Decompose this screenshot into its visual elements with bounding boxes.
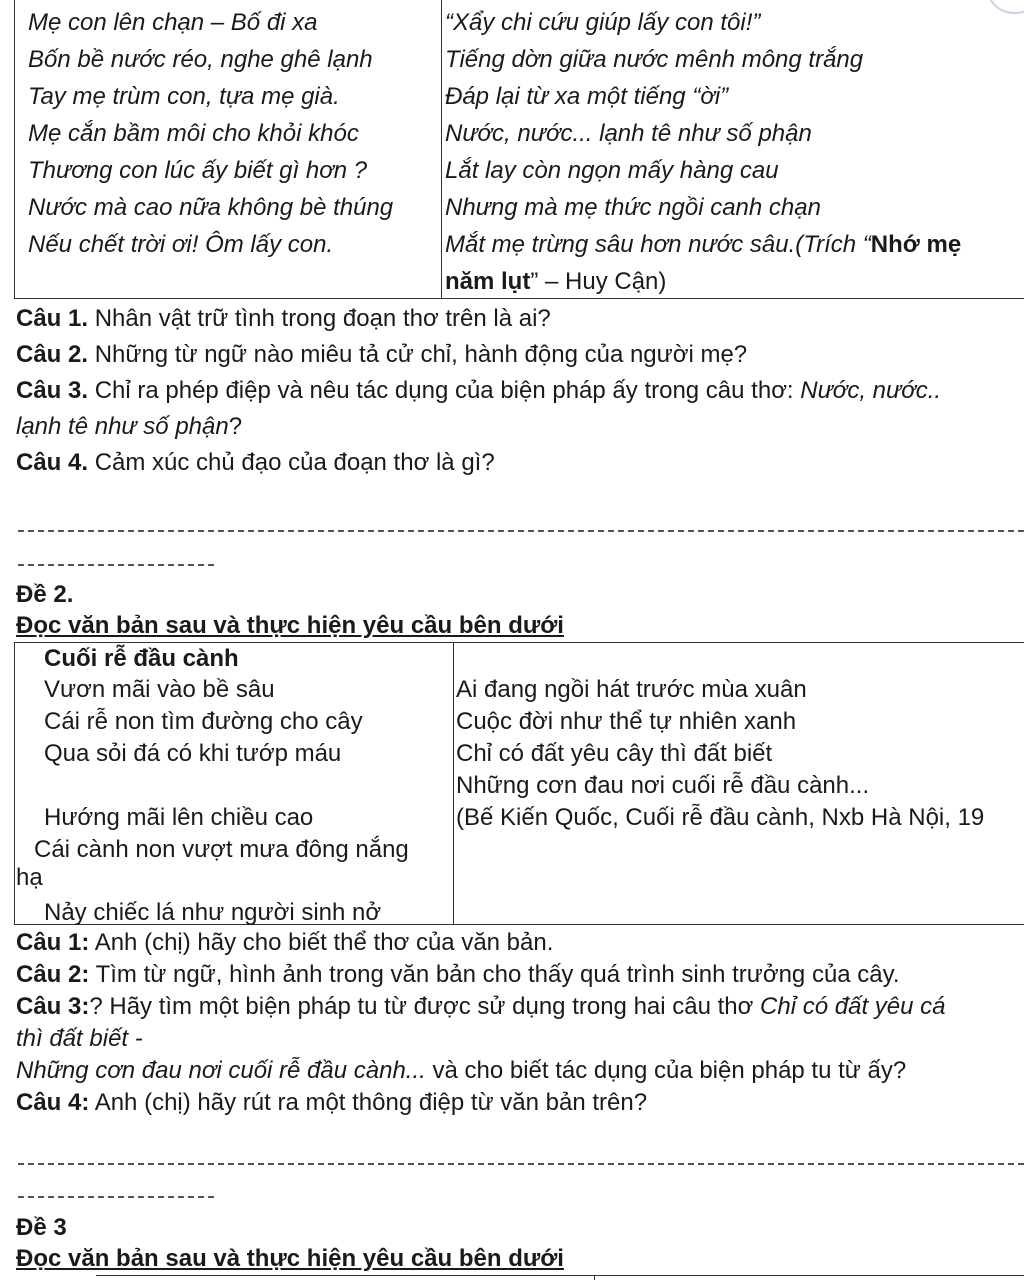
poem1-right-line: Lắt lay còn ngọn mấy hàng cau — [445, 157, 779, 184]
question-4 — [16, 446, 1024, 482]
poem2-left-line: Qua sỏi đá có khi tướp máu — [44, 740, 342, 767]
question-label: Câu 3: — [16, 993, 90, 1020]
poem1-right-line: “Xẩy chi cứu giúp lấy con tôi!” — [445, 9, 761, 36]
poem1-left-line: Tay mẹ trùm con, tựa mẹ già. — [28, 83, 340, 110]
question-label: Câu 2: — [16, 961, 90, 988]
poem2-right-line: Ai đang ngồi hát trước mùa xuân — [456, 676, 807, 703]
corner-decoration — [988, 0, 1024, 14]
poem2-right-line: Chỉ có đất yêu cây thì đất biết — [456, 740, 773, 767]
poem2-right-line: Những cơn đau nơi cuối rễ đầu cành... — [456, 772, 870, 799]
poem1-left-column — [28, 6, 393, 265]
poem2-right-line: Cuộc đời như thể tự nhiên xanh — [456, 708, 797, 735]
question-text: Anh (chị) hãy cho biết thể thơ của văn bản. — [89, 929, 554, 956]
poem2-left-line: hạ — [16, 864, 43, 891]
question-quote: Nước, nước.. — [800, 377, 942, 404]
poem2-source: (Bế Kiến Quốc, Cuối rễ đầu cành, Nxb Hà Nội, 19 — [456, 804, 985, 831]
question-label: Câu 1. — [16, 305, 89, 332]
poem1-right-line: Đáp lại từ xa một tiếng “ời” — [445, 83, 729, 110]
poem1-right-line: Nhưng mà mẹ thức ngồi canh chạn — [445, 194, 821, 221]
poem1-right-line: Nước, nước... lạnh tê như số phận — [445, 120, 812, 147]
question-3 — [16, 990, 1024, 1022]
question-1 — [16, 926, 1024, 958]
poem2-left-line: Cái rễ non tìm đường cho cây — [44, 708, 363, 735]
question-text: Chỉ ra phép điệp và nêu tác dụng của biện pháp ấy trong câu thơ: — [88, 377, 801, 404]
poem1-left-line: Nếu chết trời ơi! Ôm lấy con. — [28, 231, 334, 258]
question-text: ? — [228, 413, 243, 440]
separator-long — [18, 1163, 1024, 1165]
question-label: Câu 4. — [16, 449, 89, 476]
question-quote: lạnh tê như số phận — [16, 413, 229, 440]
questions2 — [16, 926, 1024, 1118]
question-text: ? Hãy tìm một biện pháp tu từ được sử dụng trong hai câu thơ — [89, 993, 761, 1020]
poem1-left-line: Nước mà cao nữa không bè thúng — [28, 194, 394, 221]
table1-border-middle — [441, 0, 442, 299]
question-3-cont: thì đất biết - — [16, 1025, 143, 1052]
poem2-left-line: Nảy chiếc lá như người sinh nở — [44, 899, 382, 926]
question-3 — [16, 374, 1024, 410]
question-text: Nhân vật trữ tình trong đoạn thơ trên là ai? — [88, 305, 551, 332]
separator-long — [18, 530, 1024, 532]
question-quote: Những cơn đau nơi cuối rễ đầu cành... — [16, 1057, 426, 1084]
poem-title-part: Nhớ mẹ — [870, 231, 962, 258]
table1-border-left — [14, 0, 15, 299]
poem1-right-column — [445, 6, 961, 302]
separator-short — [18, 1196, 214, 1198]
section2-title: Đề 2. — [16, 581, 74, 608]
poem1-last-line — [445, 228, 961, 265]
question-2 — [16, 338, 1024, 374]
question-label: Câu 1: — [16, 929, 90, 956]
question-text: Những từ ngữ nào miêu tả cử chỉ, hành động của người mẹ? — [88, 341, 748, 368]
question-text: và cho biết tác dụng của biện pháp tu từ ấy? — [425, 1057, 907, 1084]
table3-border-middle — [594, 1275, 595, 1280]
poem2-left-line: Vươn mãi vào bề sâu — [44, 676, 275, 703]
poem2-left-line: Hướng mãi lên chiều cao — [44, 804, 314, 831]
question-text: Cảm xúc chủ đạo của đoạn thơ là gì? — [88, 449, 495, 476]
section3-title: Đề 3 — [16, 1214, 67, 1241]
table3-border-top — [96, 1275, 1024, 1276]
poem2-title: Cuối rễ đầu cành — [44, 645, 239, 672]
poem1-source — [445, 265, 961, 302]
question-3-cont — [16, 1054, 1024, 1086]
section2-instruction: Đọc văn bản sau và thực hiện yêu cầu bên dưới — [16, 612, 564, 639]
table2-border-middle — [453, 642, 454, 925]
poem-source-author: ” – Huy Cận) — [530, 268, 667, 295]
question-2 — [16, 958, 1024, 990]
table2-border-left — [14, 642, 15, 925]
question-1 — [16, 302, 1024, 338]
poem2-left-line: Cái cành non vượt mưa đông nắng — [34, 836, 409, 863]
question-4 — [16, 1086, 1024, 1118]
poem1-left-line: Thương con lúc ấy biết gì hơn ? — [28, 157, 368, 184]
question-quote: Chỉ có đất yêu cá — [760, 993, 946, 1020]
question-text: Anh (chị) hãy rút ra một thông điệp từ văn bản trên? — [89, 1089, 648, 1116]
question-text: Tìm từ ngữ, hình ảnh trong văn bản cho thấy quá trình sinh trưởng của cây. — [89, 961, 900, 988]
question-label: Câu 2. — [16, 341, 89, 368]
poem-title-part: năm lụt — [445, 268, 531, 295]
poem1-left-line: Bốn bề nước réo, nghe ghê lạnh — [28, 46, 373, 73]
poem1-left-line: Mẹ con lên chạn – Bố đi xa — [28, 9, 318, 36]
section3-instruction: Đọc văn bản sau và thực hiện yêu cầu bên dưới — [16, 1245, 564, 1272]
question-label: Câu 4: — [16, 1089, 90, 1116]
poem1-left-line: Mẹ cắn bầm môi cho khỏi khóc — [28, 120, 359, 147]
questions1 — [16, 302, 1024, 482]
question-label: Câu 3. — [16, 377, 89, 404]
question-3-cont — [16, 410, 1024, 446]
separator-short — [18, 564, 214, 566]
poem1-last-line-text: Mắt mẹ trừng sâu hơn nước sâu.(Trích “ — [445, 231, 871, 258]
poem1-right-line: Tiếng dờn giữa nước mênh mông trắng — [445, 46, 864, 73]
